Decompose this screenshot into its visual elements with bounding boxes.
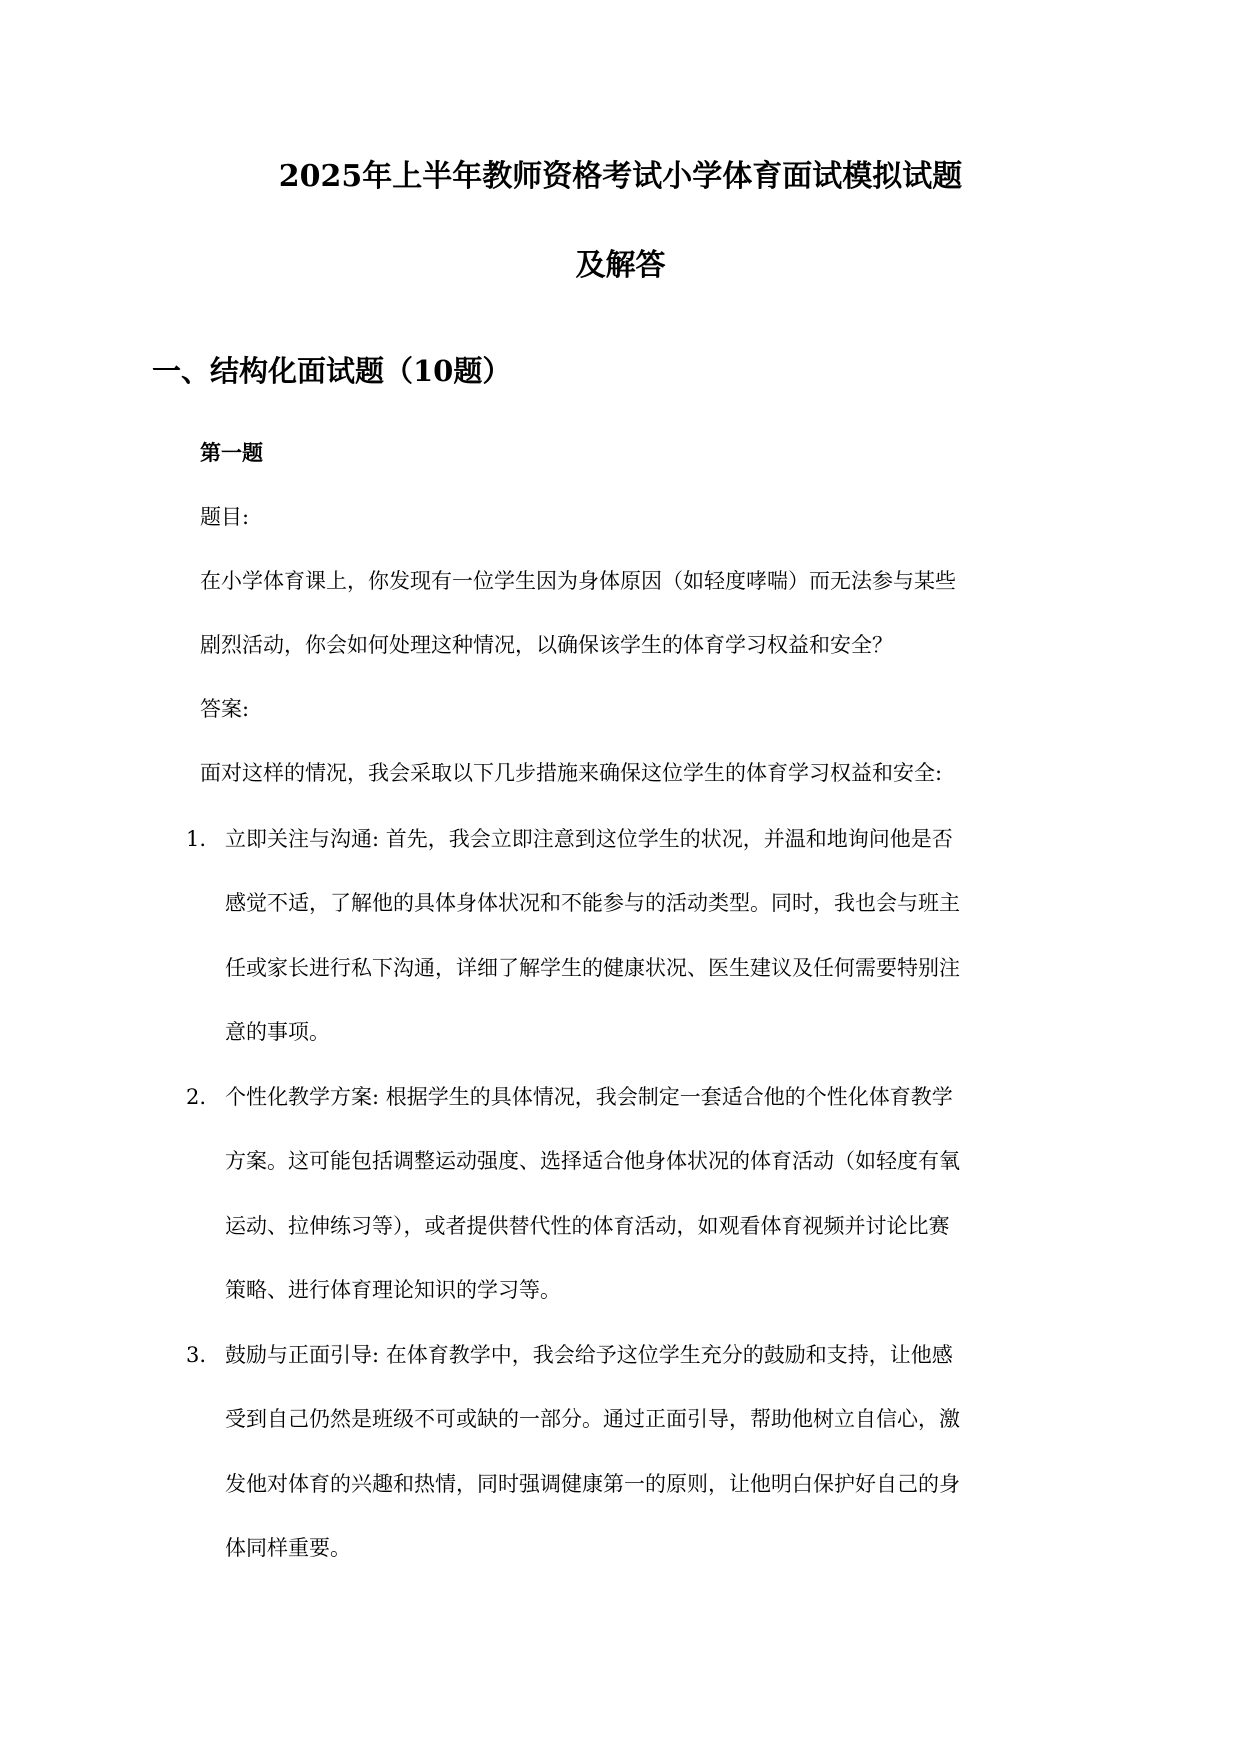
list-item-number: 2. xyxy=(186,1085,207,1109)
document-title-line-2: 及解答 xyxy=(575,248,666,283)
list-item-text-line: 发他对体育的兴趣和热情，同时强调健康第一的原则，让他明白保护好自己的身 xyxy=(225,1472,960,1496)
list-item-text-line: 意的事项。 xyxy=(225,1020,330,1044)
list-item-text-line: 个性化教学方案: 根据学生的具体情况，我会制定一套适合他的个性化体育教学 xyxy=(225,1085,953,1109)
list-item-text-line: 策略、进行体育理论知识的学习等。 xyxy=(225,1278,561,1302)
list-item-text-line: 受到自己仍然是班级不可或缺的一部分。通过正面引导，帮助他树立自信心，激 xyxy=(225,1407,960,1431)
list-item-number: 3. xyxy=(186,1343,207,1367)
answer-intro: 面对这样的情况，我会采取以下几步措施来确保这位学生的体育学习权益和安全: xyxy=(200,761,943,785)
list-item-text-line: 鼓励与正面引导: 在体育教学中，我会给予这位学生充分的鼓励和支持，让他感 xyxy=(225,1343,953,1367)
question-label: 题目: xyxy=(200,505,250,529)
list-item-text-line: 感觉不适，了解他的具体身体状况和不能参与的活动类型。同时，我也会与班主 xyxy=(225,891,960,915)
list-item-text-line: 运动、拉伸练习等），或者提供替代性的体育活动，如观看体育视频并讨论比赛 xyxy=(225,1214,950,1238)
list-item-number: 1. xyxy=(186,827,207,851)
list-item-text-line: 体同样重要。 xyxy=(225,1536,351,1560)
answer-label: 答案: xyxy=(200,697,250,721)
document-title-line-1: 2025年上半年教师资格考试小学体育面试模拟试题 xyxy=(278,159,963,194)
question-heading: 第一题 xyxy=(200,440,263,465)
list-item-text-line: 立即关注与沟通: 首先，我会立即注意到这位学生的状况，并温和地询问他是否 xyxy=(225,827,953,851)
list-item-text-line: 方案。这可能包括调整运动强度、选择适合他身体状况的体育活动（如轻度有氧 xyxy=(225,1149,960,1173)
question-text-line: 在小学体育课上，你发现有一位学生因为身体原因（如轻度哮喘）而无法参与某些 xyxy=(200,569,956,593)
question-text-line: 剧烈活动，你会如何处理这种情况，以确保该学生的体育学习权益和安全？ xyxy=(200,633,893,657)
section-heading: 一、结构化面试题（10题） xyxy=(152,354,512,388)
list-item-text-line: 任或家长进行私下沟通，详细了解学生的健康状况、医生建议及任何需要特别注 xyxy=(225,956,960,980)
